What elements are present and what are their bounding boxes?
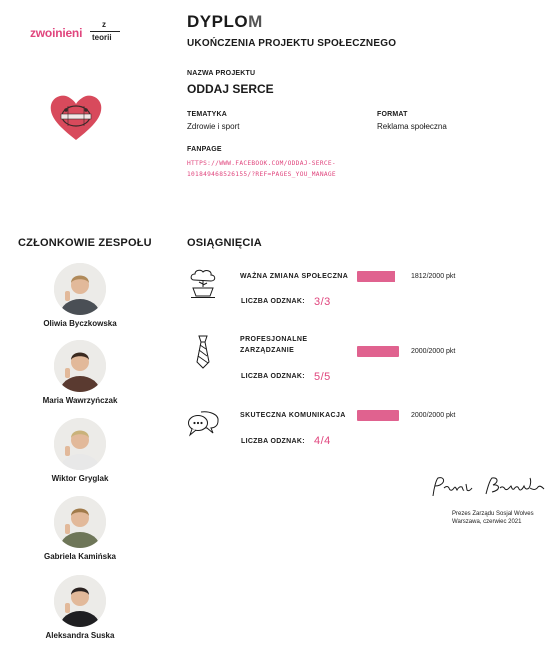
project-name: ODDAJ SERCE [187,82,274,96]
bonsai-tree-icon [188,268,218,300]
member-photo-avatar [54,340,106,392]
format-label: FORMAT [377,111,408,118]
tie-icon [193,334,213,370]
achievement-2-progress-bar [357,346,399,357]
signatory-role: Prezes Zarządu Sosjal Wolves Warszawa, czerwiec 2021 [452,511,534,525]
team-section-title: CZŁONKOWIE ZESPOŁU [18,237,152,249]
project-heart-badge [48,92,104,142]
member-photo-avatar [54,575,106,627]
member-photo-avatar [54,496,106,548]
organization-logo [30,20,130,50]
achievement-2-points: 2000/2000 pkt [411,348,456,355]
handwritten-signature [430,474,550,504]
diploma-title: DYPLOM [187,12,263,31]
member-name: Wiktor Gryglak [51,474,109,483]
achievement-2-badges-label: LICZBA ODZNAK: [241,373,305,380]
fanpage-link-line2: 101849468526155/?REF=PAGES_YOU_MANAGE [187,171,336,178]
achievement-1-title: WAŻNA ZMIANA SPOŁECZNA [240,273,349,280]
achievement-1-progress-bar [357,271,399,282]
project-name-label: NAZWA PROJEKTU [187,70,256,77]
achievement-1-points: 1812/2000 pkt [411,273,456,280]
logo-z: z [102,20,106,29]
topic-value: Zdrowie i sport [187,122,240,131]
speech-bubbles-icon [187,408,221,438]
achievement-2-badges-count: 5/5 [314,371,331,383]
fanpage-link-line1: HTTPS://WWW.FACEBOOK.COM/ODDAJ-SERCE- [187,160,336,167]
fanpage-link[interactable] [187,158,387,180]
logo-divider [90,31,120,32]
member-name: Aleksandra Suska [45,631,115,640]
achievement-3-title: SKUTECZNA KOMUNIKACJA [240,412,346,419]
member-photo-avatar [54,263,106,315]
member-name: Maria Wawrzyńczak [42,396,118,405]
achievement-2-title: PROFESJONALNE ZARZĄDZANIE [240,336,308,354]
achievement-3-progress-bar [357,410,399,421]
logo-teorii: teorii [92,33,112,42]
logo-wordmark: zwoinieni [30,26,83,40]
achievement-1-badges-count: 3/3 [314,296,331,308]
achievement-3-badges-label: LICZBA ODZNAK: [241,438,305,445]
format-value: Reklama społeczna [377,122,447,131]
diploma-subtitle: UKOŃCZENIA PROJEKTU SPOŁECZNEGO [187,38,397,49]
topic-label: TEMATYKA [187,111,227,118]
achievements-section-title: OSIĄGNIĘCIA [187,237,262,249]
member-name: Oliwia Byczkowska [43,319,117,328]
member-name: Gabriela Kamińska [43,552,117,561]
fanpage-label: FANPAGE [187,146,222,153]
member-photo-avatar [54,418,106,470]
heart-icon [48,92,104,142]
achievement-3-badges-count: 4/4 [314,435,331,447]
achievement-3-points: 2000/2000 pkt [411,412,456,419]
achievement-1-badges-label: LICZBA ODZNAK: [241,298,305,305]
